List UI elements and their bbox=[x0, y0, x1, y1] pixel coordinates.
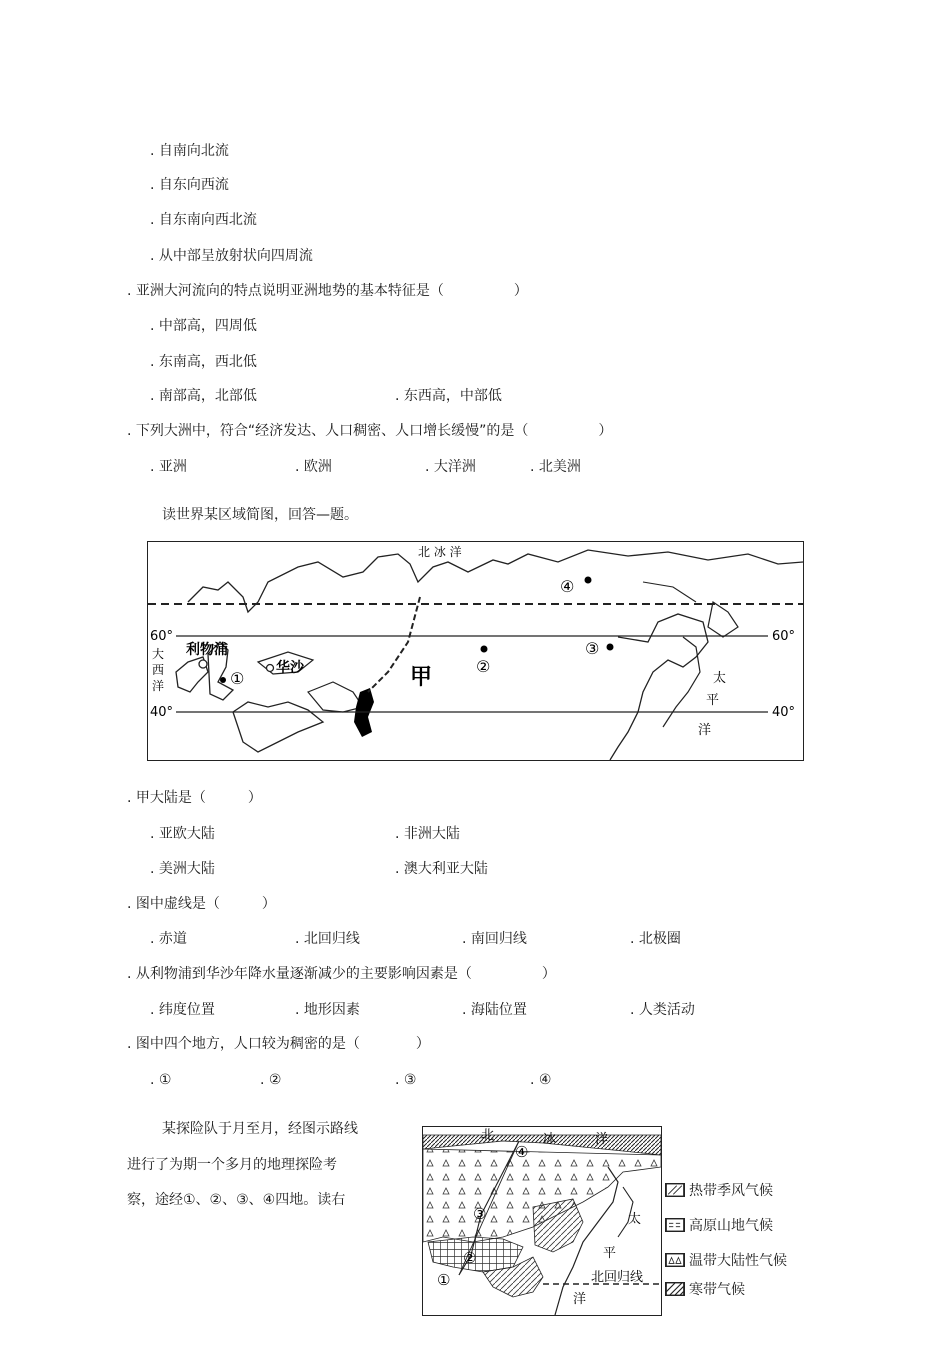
liverpool-label: 利物浦 bbox=[186, 642, 228, 658]
continent-jia-label: 甲 bbox=[410, 665, 433, 690]
question-jia-stem: . 甲大陆是（ ） bbox=[127, 790, 262, 806]
lat-40-right: 40° bbox=[772, 705, 796, 720]
option-c: . 南部高，北部低 bbox=[150, 388, 257, 404]
atlantic-label-2: 西 bbox=[152, 663, 165, 677]
passage-line-3: 察，途经①、②、③、④四地。读右 bbox=[127, 1192, 346, 1208]
option-a: . 亚洲 bbox=[150, 459, 187, 475]
point-3-label: ③ bbox=[585, 639, 600, 658]
question-precip-stem: . 从利物浦到华沙年降水量逐渐减少的主要影响因素是（ ） bbox=[127, 966, 556, 982]
legend-label: 热带季风气候 bbox=[689, 1183, 773, 1199]
question-pop-stem: . 图中四个地方，人口较为稠密的是（ ） bbox=[127, 1036, 430, 1052]
triangle-swatch-icon bbox=[665, 1253, 685, 1267]
map2-point-4: ④ bbox=[515, 1143, 529, 1161]
option-d: . ④ bbox=[530, 1072, 552, 1088]
map-intro: 读世界某区域简图，回答—题。 bbox=[162, 507, 358, 523]
option-a: . 自南向北流 bbox=[150, 143, 229, 159]
option-b: . 自东向西流 bbox=[150, 177, 229, 193]
lat-40-left: 40° bbox=[150, 705, 174, 720]
option-c: . 美洲大陆 bbox=[150, 861, 215, 877]
atlantic-label-1: 大 bbox=[152, 647, 165, 661]
map2-tai-label: 太 bbox=[628, 1212, 642, 1227]
question-continent-stem: . 下列大洲中，符合“经济发达、人口稠密、人口增长缓慢”的是（ ） bbox=[127, 423, 613, 439]
option-b: . 东南高，西北低 bbox=[150, 354, 257, 370]
option-b: . 地形因素 bbox=[295, 1002, 360, 1018]
legend-label: 高原山地气候 bbox=[689, 1218, 773, 1234]
option-c: . 海陆位置 bbox=[462, 1002, 527, 1018]
hatch-swatch-icon bbox=[665, 1183, 685, 1197]
lat-60-right: 60° bbox=[772, 629, 796, 644]
option-b: . 非洲大陆 bbox=[395, 826, 460, 842]
world-region-map bbox=[147, 541, 804, 761]
option-d: . 从中部呈放射状向四周流 bbox=[150, 248, 313, 264]
passage-line-1: 某探险队于月至月，经图示路线 bbox=[162, 1121, 358, 1137]
passage-line-2: 进行了为期一个多月的地理探险考 bbox=[127, 1157, 337, 1173]
option-a: . 纬度位置 bbox=[150, 1002, 215, 1018]
warsaw-label: 华沙 bbox=[276, 660, 304, 676]
point-2-label: ② bbox=[476, 657, 491, 676]
point-4-label: ④ bbox=[560, 577, 575, 596]
option-b: . ② bbox=[260, 1072, 282, 1088]
legend-label: 寒带气候 bbox=[689, 1282, 745, 1298]
option-d: . 人类活动 bbox=[630, 1002, 695, 1018]
option-d: . 北极圈 bbox=[630, 931, 681, 947]
legend-plateau bbox=[665, 1215, 773, 1235]
legend-tropical-monsoon bbox=[665, 1180, 773, 1200]
dense-hatch-swatch-icon bbox=[665, 1282, 685, 1296]
map2-point-2: ② bbox=[463, 1249, 477, 1267]
map2-yang-label: 洋 bbox=[595, 1132, 609, 1147]
map2-point-3: ③ bbox=[473, 1205, 487, 1223]
option-a: . 亚欧大陆 bbox=[150, 826, 215, 842]
option-c: . 大洋洲 bbox=[425, 459, 476, 475]
dash-swatch-icon bbox=[665, 1218, 685, 1232]
option-c: . 南回归线 bbox=[462, 931, 527, 947]
option-a: . ① bbox=[150, 1072, 172, 1088]
map2-bing-label: 冰 bbox=[543, 1132, 557, 1147]
arctic-ocean-label: 北 冰 洋 bbox=[418, 545, 462, 559]
point-1-label: ① bbox=[230, 669, 245, 688]
atlantic-label-3: 洋 bbox=[152, 679, 165, 693]
map2-north-label: 北 bbox=[481, 1128, 495, 1143]
question-terrain-stem: . 亚洲大河流向的特点说明亚洲地势的基本特征是（ ） bbox=[127, 283, 528, 299]
map2-ping-label: 平 bbox=[603, 1246, 617, 1261]
pacific-label-1: 太 bbox=[713, 671, 727, 686]
option-d: . 北美洲 bbox=[530, 459, 581, 475]
option-d: . 东西高，中部低 bbox=[395, 388, 502, 404]
map2-point-1: ① bbox=[437, 1271, 451, 1289]
expedition-map bbox=[422, 1126, 662, 1316]
legend-cold bbox=[665, 1279, 745, 1299]
map2-tropic-label: 北回归线 bbox=[591, 1270, 644, 1285]
option-c: . 自东南向西北流 bbox=[150, 212, 257, 228]
option-a: . 赤道 bbox=[150, 931, 187, 947]
option-a: . 中部高，四周低 bbox=[150, 318, 257, 334]
option-c: . ③ bbox=[395, 1072, 417, 1088]
option-b: . 欧洲 bbox=[295, 459, 332, 475]
option-d: . 澳大利亚大陆 bbox=[395, 861, 488, 877]
legend-label: 温带大陆性气候 bbox=[689, 1253, 787, 1269]
question-dashed-stem: . 图中虚线是（ ） bbox=[127, 896, 276, 912]
lat-60-left: 60° bbox=[150, 629, 174, 644]
map2-yang2-label: 洋 bbox=[573, 1292, 587, 1307]
pacific-label-2: 平 bbox=[706, 693, 720, 708]
option-b: . 北回归线 bbox=[295, 931, 360, 947]
legend-temperate-continental bbox=[665, 1250, 787, 1270]
pacific-label-3: 洋 bbox=[698, 723, 712, 738]
